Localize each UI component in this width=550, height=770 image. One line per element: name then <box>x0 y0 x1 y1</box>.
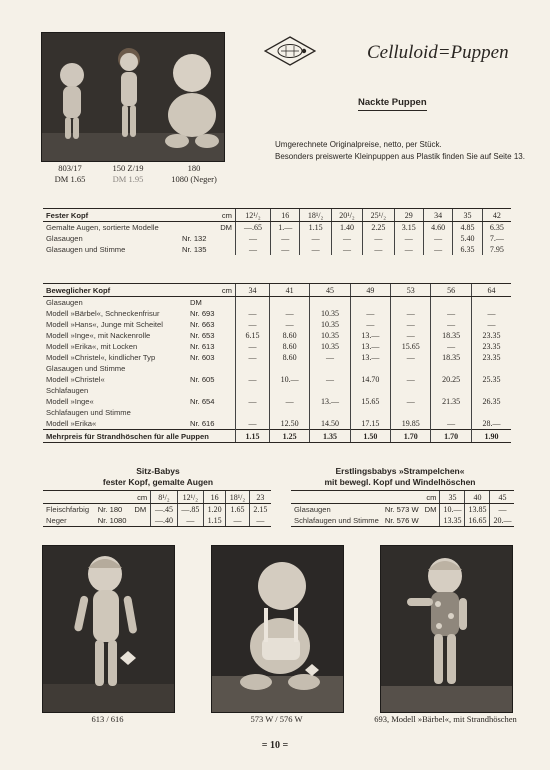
turtle-logo-icon <box>264 36 316 66</box>
size-header: 45 <box>310 284 350 297</box>
price-cell: 23.35 <box>471 341 511 352</box>
sitz-babys-header-row <box>43 491 271 504</box>
price-cell <box>310 363 350 374</box>
size-header: 56 <box>431 284 471 297</box>
price-cell <box>431 385 471 396</box>
price-cell: 10.— <box>269 374 309 385</box>
size-header: 23 <box>249 491 271 504</box>
row-nr: Nr. 605 <box>190 375 215 384</box>
size-header: 12¹/₂ <box>177 491 203 504</box>
row-currency: DM <box>424 505 437 514</box>
price-cell: 13.— <box>310 396 350 407</box>
price-cell: 20.— <box>490 515 515 527</box>
price-cell: 7.95 <box>482 244 511 255</box>
price-cell <box>269 297 309 309</box>
row-nr: Nr. 654 <box>190 397 215 406</box>
price-cell: — <box>236 244 271 255</box>
row-nr: Nr. 693 <box>190 309 215 318</box>
price-cell: — <box>236 308 270 319</box>
price-cell <box>431 407 471 418</box>
price-cell: —.40 <box>151 515 177 527</box>
price-cell: — <box>391 352 431 363</box>
price-cell: 1.— <box>271 222 300 234</box>
table-row <box>43 330 511 341</box>
row-nr: Nr. 616 <box>190 419 215 428</box>
intro-line-1: Umgerechnete Originalpreise, netto, per Stück. <box>275 140 442 149</box>
surcharge-cell: 1.90 <box>471 430 511 443</box>
price-cell: — <box>271 244 300 255</box>
doll-sitting-illustration <box>212 546 343 712</box>
price-cell: 13.— <box>350 330 390 341</box>
price-cell: — <box>236 418 270 430</box>
erstlingsbabys-unit: cm <box>291 491 440 504</box>
price-cell <box>236 407 270 418</box>
price-cell: — <box>471 319 511 330</box>
price-cell <box>310 297 350 309</box>
table-row <box>291 515 514 527</box>
price-cell: 16.65 <box>465 515 490 527</box>
price-cell <box>236 385 270 396</box>
row-label: Modell »Christel«, kindlicher Typ <box>46 353 156 362</box>
row-nr: Nr. 573 W <box>384 505 419 514</box>
price-cell: 6.35 <box>453 244 482 255</box>
row-label: Modell »Bärbel«, Schneckenfrisur <box>46 309 160 318</box>
price-cell: 18.35 <box>431 352 471 363</box>
price-cell: — <box>490 504 515 516</box>
beweglicher-kopf-title: Beweglicher Kopf <box>43 284 187 297</box>
fester-kopf-table <box>43 208 511 255</box>
row-nr: Nr. 576 W <box>382 515 422 527</box>
price-cell <box>471 363 511 374</box>
price-cell: 13.— <box>350 341 390 352</box>
price-cell: 26.35 <box>471 396 511 407</box>
price-cell: 13.85 <box>465 504 490 516</box>
surcharge-cell: 1.50 <box>350 430 390 443</box>
table-row <box>291 504 514 516</box>
price-cell <box>391 385 431 396</box>
table-row <box>43 363 511 374</box>
price-cell: 8.60 <box>269 352 309 363</box>
row-label: Modell »Inge« <box>46 397 94 406</box>
price-cell: — <box>423 244 452 255</box>
row-label: Modell »Erika«, mit Locken <box>46 342 138 351</box>
price-cell: 12.50 <box>269 418 309 430</box>
table-row <box>43 504 271 516</box>
size-header: 29 <box>394 209 423 222</box>
caption-693-baerbel: 693, Modell »Bärbel«, mit Strandhöschen <box>374 714 517 724</box>
table-row <box>43 244 511 255</box>
price-cell: 18.35 <box>431 330 471 341</box>
table-row <box>43 374 511 385</box>
section-subtitle: Nackte Puppen <box>358 97 427 111</box>
price-cell: 10.35 <box>310 330 350 341</box>
price-cell: 4.60 <box>423 222 452 234</box>
sitz-babys-table <box>43 490 271 527</box>
price-cell: 19.85 <box>391 418 431 430</box>
row-nr: Nr. 613 <box>190 342 215 351</box>
surcharge-label: Mehrpreis für Strandhöschen für alle Puppen <box>43 430 236 443</box>
price-cell <box>471 385 511 396</box>
price-cell: 4.85 <box>453 222 482 234</box>
price-cell: 1.15 <box>300 222 331 234</box>
row-label: Fleischfarbig <box>46 505 90 514</box>
intro-line-2: Besonders preiswerte Kleinpuppen aus Plastik finden Sie auf Seite 13. <box>275 152 525 161</box>
sitz-babys-unit: cm <box>43 491 151 504</box>
row-label: Glasaugen und Stimme <box>46 364 126 373</box>
price-cell: 28.— <box>471 418 511 430</box>
price-cell <box>310 385 350 396</box>
photo-three-dolls <box>41 32 225 162</box>
price-cell: 2.15 <box>249 504 271 516</box>
price-cell: — <box>236 374 270 385</box>
size-header: 35 <box>440 491 465 504</box>
row-label: Modell »Christel« <box>46 375 105 384</box>
row-currency: DM <box>134 505 147 514</box>
price-cell: — <box>300 244 331 255</box>
surcharge-row <box>43 430 511 443</box>
beweglicher-kopf-table <box>43 283 511 443</box>
size-header: 35 <box>453 209 482 222</box>
row-label: Modell »Hans«, Junge mit Scheitel <box>46 320 163 329</box>
price-cell: 23.35 <box>471 330 511 341</box>
table-row <box>43 396 511 407</box>
surcharge-cell: 1.35 <box>310 430 350 443</box>
beweglicher-kopf-unit: cm <box>187 284 236 297</box>
price-cell <box>310 407 350 418</box>
row-label: Glasaugen und Stimme <box>46 245 126 254</box>
price-cell: —.45 <box>151 504 177 516</box>
price-cell: — <box>269 396 309 407</box>
price-cell: 3.15 <box>394 222 423 234</box>
size-header: 49 <box>350 284 390 297</box>
price-cell: — <box>391 396 431 407</box>
row-nr: DM <box>190 298 202 307</box>
price-cell: — <box>394 244 423 255</box>
size-header: 12¹/₂ <box>236 209 271 222</box>
row-label: Schlafaugen <box>46 386 89 395</box>
price-cell: — <box>177 515 203 527</box>
size-header: 25¹/₂ <box>363 209 394 222</box>
price-cell: 13.— <box>350 352 390 363</box>
row-currency <box>422 515 440 527</box>
table-row <box>43 233 511 244</box>
price-cell: — <box>391 319 431 330</box>
table-row <box>43 352 511 363</box>
doll-swimsuit-illustration <box>381 546 512 712</box>
price-cell: 1.15 <box>204 515 226 527</box>
price-cell <box>391 363 431 374</box>
row-label: Schlafaugen und Stimme <box>291 515 382 527</box>
size-header: 34 <box>236 284 270 297</box>
price-cell <box>471 407 511 418</box>
surcharge-cell: 1.70 <box>391 430 431 443</box>
price-cell: 15.65 <box>350 396 390 407</box>
caption-150-z19: 150 Z/19 DM 1.95 <box>112 163 144 184</box>
caption-803-17: 803/17 DM 1.65 <box>54 163 86 184</box>
price-cell: 14.50 <box>310 418 350 430</box>
price-cell: — <box>350 308 390 319</box>
price-cell: 6.35 <box>482 222 511 234</box>
size-header: 8¹/₂ <box>151 491 177 504</box>
row-nr: Nr. 135 <box>182 245 207 254</box>
row-label: Glasaugen <box>46 298 83 307</box>
price-cell: —.65 <box>236 222 271 234</box>
price-cell: 10.— <box>440 504 465 516</box>
price-cell: 2.25 <box>363 222 394 234</box>
price-cell: — <box>394 233 423 244</box>
price-cell: 15.65 <box>391 341 431 352</box>
price-cell <box>431 363 471 374</box>
price-cell: — <box>391 308 431 319</box>
row-nr: Nr. 653 <box>190 331 215 340</box>
price-cell: 1.40 <box>331 222 362 234</box>
price-cell: 7.— <box>482 233 511 244</box>
price-cell: 1.20 <box>204 504 226 516</box>
erstlingsbabys-table <box>291 490 514 527</box>
price-cell: 14.70 <box>350 374 390 385</box>
size-header: 64 <box>471 284 511 297</box>
doll-standing-illustration <box>43 546 174 712</box>
row-label: Modell »Inge«, mit Nackenrolle <box>46 331 151 340</box>
erstlingsbabys-heading: Erstlingsbabys »Strampelchen« mit bewegl. Kopf und Windelhöschen <box>324 466 476 487</box>
row-currency <box>131 515 150 527</box>
price-cell: 10.35 <box>310 308 350 319</box>
price-cell <box>350 363 390 374</box>
size-header: 16 <box>271 209 300 222</box>
row-label: Modell »Erika« <box>46 419 97 428</box>
caption-180: 180 1080 (Neger) <box>171 163 217 184</box>
price-cell: — <box>391 330 431 341</box>
table-row <box>43 222 511 234</box>
price-cell: — <box>331 233 362 244</box>
row-nr: Nr. 603 <box>190 353 215 362</box>
row-label: Glasaugen <box>46 234 83 243</box>
row-nr <box>187 385 236 396</box>
price-cell <box>350 385 390 396</box>
price-cell: — <box>350 319 390 330</box>
price-cell: — <box>471 308 511 319</box>
price-cell <box>391 407 431 418</box>
price-cell: — <box>236 341 270 352</box>
price-cell: — <box>249 515 271 527</box>
row-nr <box>187 363 236 374</box>
sitz-babys-heading: Sitz-Babys fester Kopf, gemalte Augen <box>102 466 214 487</box>
price-cell: — <box>431 418 471 430</box>
row-label: Glasaugen <box>294 505 331 514</box>
price-cell: — <box>310 374 350 385</box>
table-row <box>43 407 511 418</box>
row-nr: Nr. 132 <box>182 234 207 243</box>
price-cell: 5.40 <box>453 233 482 244</box>
price-cell: — <box>269 319 309 330</box>
price-cell: 10.35 <box>310 341 350 352</box>
price-cell: — <box>431 319 471 330</box>
size-header: 34 <box>423 209 452 222</box>
row-nr: Nr. 663 <box>190 320 215 329</box>
price-cell: — <box>269 308 309 319</box>
price-cell: — <box>300 233 331 244</box>
price-cell: 13.35 <box>440 515 465 527</box>
price-cell <box>350 407 390 418</box>
price-cell: — <box>226 515 250 527</box>
price-cell: 8.60 <box>269 330 309 341</box>
page-title: Celluloid=Puppen <box>367 42 509 63</box>
caption-573w-576w: 573 W / 576 W <box>250 714 303 724</box>
price-cell <box>431 297 471 309</box>
row-nr <box>187 407 236 418</box>
dolls-illustration <box>42 33 224 161</box>
price-cell: — <box>423 233 452 244</box>
price-cell <box>269 385 309 396</box>
price-cell: 1.65 <box>226 504 250 516</box>
row-nr: Nr. 180 <box>97 505 123 514</box>
price-cell: — <box>310 352 350 363</box>
price-cell: 23.35 <box>471 352 511 363</box>
row-label: Neger <box>43 515 95 527</box>
table-row <box>43 308 511 319</box>
price-cell <box>471 297 511 309</box>
price-cell: — <box>363 233 394 244</box>
row-label: Gemalte Augen, sortierte Modelle <box>46 223 159 232</box>
size-header: 45 <box>490 491 515 504</box>
size-header: 40 <box>465 491 490 504</box>
table-row <box>43 297 511 309</box>
price-cell <box>269 363 309 374</box>
table-row <box>43 341 511 352</box>
surcharge-cell: 1.70 <box>431 430 471 443</box>
price-cell: — <box>331 244 362 255</box>
fester-kopf-header-row <box>43 209 511 222</box>
table-row <box>43 385 511 396</box>
price-cell: — <box>236 319 270 330</box>
price-cell <box>350 297 390 309</box>
photo-doll-573w <box>211 545 344 713</box>
fester-kopf-unit: cm <box>179 209 236 222</box>
price-cell <box>269 407 309 418</box>
table-row <box>43 319 511 330</box>
price-cell <box>236 363 270 374</box>
photo-doll-613 <box>42 545 175 713</box>
price-cell: 10.35 <box>310 319 350 330</box>
row-label: Schlafaugen und Stimme <box>46 408 131 417</box>
price-cell: 17.15 <box>350 418 390 430</box>
surcharge-cell: 1.25 <box>269 430 309 443</box>
price-cell: — <box>271 233 300 244</box>
row-nr: Nr. 1080 <box>95 515 132 527</box>
price-cell <box>236 297 270 309</box>
surcharge-cell: 1.15 <box>236 430 270 443</box>
price-cell: — <box>391 374 431 385</box>
price-cell: — <box>236 233 271 244</box>
price-cell: — <box>431 308 471 319</box>
table-row <box>43 515 271 527</box>
price-cell: 25.35 <box>471 374 511 385</box>
fester-kopf-title: Fester Kopf <box>43 209 179 222</box>
row-currency: DM <box>220 223 232 232</box>
size-header: 42 <box>482 209 511 222</box>
table-row <box>43 418 511 430</box>
price-cell: — <box>431 341 471 352</box>
erstlingsbabys-header-row <box>291 491 514 504</box>
price-cell: —.85 <box>177 504 203 516</box>
price-cell: 8.60 <box>269 341 309 352</box>
size-header: 16 <box>204 491 226 504</box>
price-cell: 20.25 <box>431 374 471 385</box>
price-cell <box>391 297 431 309</box>
photo-doll-693-baerbel <box>380 545 513 713</box>
price-cell: — <box>236 396 270 407</box>
size-header: 18¹/₂ <box>226 491 250 504</box>
beweglicher-kopf-header-row <box>43 284 511 297</box>
size-header: 41 <box>269 284 309 297</box>
size-header: 53 <box>391 284 431 297</box>
caption-613-616: 613 / 616 <box>91 714 124 724</box>
price-cell: — <box>363 244 394 255</box>
size-header: 20¹/₂ <box>331 209 362 222</box>
price-cell: 21.35 <box>431 396 471 407</box>
price-cell: — <box>236 352 270 363</box>
page-number: = 10 = <box>261 740 289 751</box>
size-header: 18¹/₂ <box>300 209 331 222</box>
price-cell: 6.15 <box>236 330 270 341</box>
